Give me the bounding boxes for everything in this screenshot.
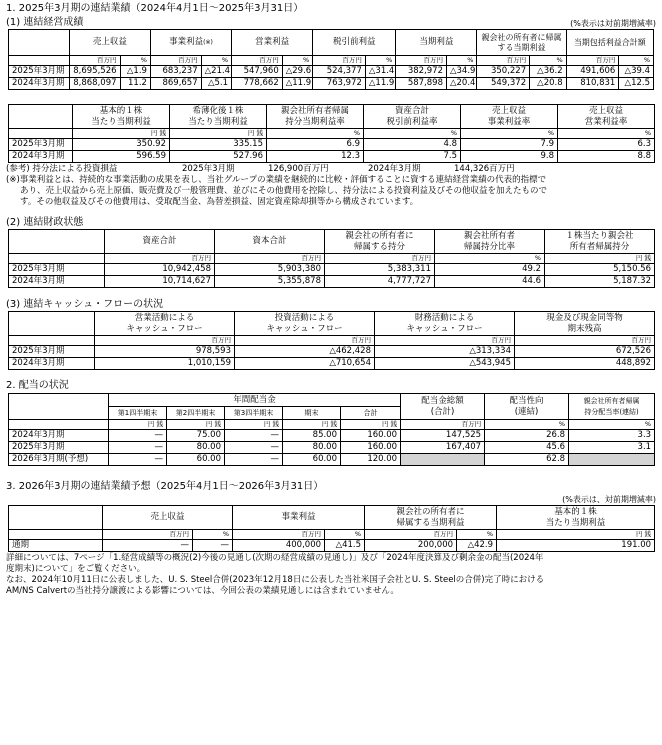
cell: 26.8 (485, 430, 569, 442)
t2-units-row (9, 129, 655, 139)
t4-header-cash-balance: 現金及び現金同等物 期末残高 (515, 312, 655, 336)
cell: 763,972 (313, 78, 366, 90)
t3-header-equity-ratio: 親会社所有者 帰属持分比率 (435, 230, 545, 254)
unit: 円 銭 (341, 420, 401, 430)
cell: 11.2 (120, 78, 150, 90)
ref-2024-label: 2024年3月期 (368, 164, 421, 174)
unit: 円 銭 (283, 420, 341, 430)
t6-corner (9, 506, 103, 530)
t3-corner (9, 230, 105, 254)
cell: 527.96 (170, 151, 267, 163)
t5-corner (9, 394, 109, 420)
dividends-table (8, 393, 655, 466)
cell: 160.00 (341, 442, 401, 454)
cash-flow-title: (3) 連結キャッシュ・フローの状況 (6, 299, 164, 310)
unit: 百万円 (150, 56, 201, 66)
unit: % (201, 56, 231, 66)
unit: % (457, 530, 497, 540)
cell: 400,000 (233, 540, 325, 552)
t3-header-bps: １株当たり親会社 所有者帰属持分 (545, 230, 655, 254)
forecast-footnote-2: 度期末)について」をご覧ください。 (6, 564, 146, 574)
cell: 1,010,159 (95, 358, 235, 370)
cell: 3.1 (569, 442, 655, 454)
cash-flow-table (8, 311, 655, 370)
t6-header-eps: 基本的１株 当たり当期利益 (497, 506, 655, 530)
cell: — (109, 442, 167, 454)
unit: % (364, 129, 461, 139)
cell: △11.9 (282, 78, 312, 90)
unit: 百万円 (95, 336, 235, 346)
t5-header-q3: 第3四半期末 (225, 407, 283, 420)
t1-header-note: (※) (203, 39, 213, 46)
t2-header-roa: 資産合計 税引前利益率 (364, 105, 461, 129)
t2-header-roe: 親会社所有者帰属 持分当期利益率 (267, 105, 364, 129)
unit: 円 銭 (225, 420, 283, 430)
t6-row-full-year (9, 540, 655, 552)
cell: 978,593 (95, 346, 235, 358)
row-label: 2025年3月期 (9, 442, 109, 454)
cell: 10,714,627 (105, 276, 215, 288)
t1-row-2025 (9, 66, 654, 78)
t2-header-business-margin: 売上収益 事業利益率 (461, 105, 558, 129)
cell: 672,526 (515, 346, 655, 358)
cell: 491,606 (566, 66, 619, 78)
cell: 810,831 (566, 78, 619, 90)
cell: 5,383,311 (325, 264, 435, 276)
unit: % (325, 530, 365, 540)
t5-row-2024 (9, 430, 655, 442)
t1-header-net-profit: 当期利益 (396, 30, 477, 56)
t1-units-row (9, 56, 654, 66)
cell: — (193, 540, 233, 552)
unit: 百万円 (401, 420, 485, 430)
t5-header-q2: 第2四半期末 (167, 407, 225, 420)
cell: △29.6 (282, 66, 312, 78)
row-label: 2024年3月期 (9, 430, 109, 442)
t1-header-comprehensive: 当期包括利益合計額 (566, 30, 653, 56)
unit: 百万円 (313, 56, 366, 66)
forecast-footnote-4: AM/NS Calvertの当社持分譲渡による影響については、今回公表の業績見通しには含まれていません。 (6, 586, 399, 596)
t1-header-owner-profit: 親会社の所有者に帰属する当期利益 (477, 30, 566, 56)
t1-header-operating-profit: 営業利益 (232, 30, 313, 56)
cell: 7.9 (461, 139, 558, 151)
cell: 60.00 (283, 454, 341, 466)
unit: 百万円 (235, 336, 375, 346)
cell: 683,237 (150, 66, 201, 78)
unit: % (485, 420, 569, 430)
row-label: 2024年3月期 (9, 358, 95, 370)
unit: % (558, 129, 655, 139)
unit: 円 銭 (167, 420, 225, 430)
t5-header-total: 合計 (341, 407, 401, 420)
t5-header-payout-ratio: 配当性向 (連結) (485, 394, 569, 420)
t5-row-2025 (9, 442, 655, 454)
t4-header-operating-cf: 営業活動による キャッシュ・フロー (95, 312, 235, 336)
cell: 587,898 (396, 78, 447, 90)
financial-position-title: (2) 連結財政状態 (6, 217, 84, 228)
cell: 335.15 (170, 139, 267, 151)
cell: △12.5 (619, 78, 654, 90)
cell: — (225, 442, 283, 454)
ref-2025-label: 2025年3月期 (182, 164, 235, 174)
unit: 百万円 (396, 56, 447, 66)
t2-row-2025 (9, 139, 655, 151)
cell: 596.59 (73, 151, 170, 163)
t3-header-owner-equity: 親会社の所有者に 帰属する持分 (325, 230, 435, 254)
cell: △5.1 (201, 78, 231, 90)
cell: 80.00 (283, 442, 341, 454)
unit: 円 銭 (73, 129, 170, 139)
forecast-pct-note: (%表示は、対前期増減率) (562, 495, 656, 504)
unit: % (365, 56, 395, 66)
cell: 3.3 (569, 430, 655, 442)
t1-row-2024 (9, 78, 654, 90)
t2-header-operating-margin: 売上収益 営業利益率 (558, 105, 655, 129)
row-label: 2024年3月期 (9, 276, 105, 288)
t5-units-row (9, 420, 655, 430)
cell: 350,227 (477, 66, 530, 78)
ref-2024-value: 144,326百万円 (454, 164, 515, 174)
row-label: 2024年3月期 (9, 151, 73, 163)
t6-header-revenue: 売上収益 (103, 506, 233, 530)
t2-header-diluted-eps: 希薄化後１株 当たり当期利益 (170, 105, 267, 129)
cell: 778,662 (232, 78, 283, 90)
unit: 百万円 (215, 254, 325, 264)
t4-header-investing-cf: 投資活動による キャッシュ・フロー (235, 312, 375, 336)
cell: 5,903,380 (215, 264, 325, 276)
unit: 百万円 (477, 56, 530, 66)
row-label: 2026年3月期(予想) (9, 454, 109, 466)
section1-title: 1. 2025年3月期の連結業績（2024年4月1日～2025年3月31日） (6, 3, 304, 14)
t5-row-2026-forecast (9, 454, 655, 466)
unit: 百万円 (375, 336, 515, 346)
unit: % (461, 129, 558, 139)
financial-position-table (8, 229, 655, 288)
cell: 80.00 (167, 442, 225, 454)
section1-sub1-title: (1) 連結経営成績 (6, 17, 84, 28)
unit: 百万円 (515, 336, 655, 346)
t4-row-2025 (9, 346, 655, 358)
unit: % (267, 129, 364, 139)
cell: 62.8 (485, 454, 569, 466)
cell: △42.9 (457, 540, 497, 552)
unit: 百万円 (325, 254, 435, 264)
cell: △34.9 (446, 66, 476, 78)
unit: 百万円 (232, 56, 283, 66)
t5-header-year-end: 期末 (283, 407, 341, 420)
cell: 6.3 (558, 139, 655, 151)
cell: 147,525 (401, 430, 485, 442)
t4-row-2024 (9, 358, 655, 370)
business-profit-note-3: す。その他収益及びその他費用は、受取配当金、為替差損益、固定資産除却損等から構成されています。 (20, 197, 419, 207)
cell: △543,945 (375, 358, 515, 370)
ref-label: (参考) 持分法による投資損益 (6, 164, 118, 174)
section1-sub-header (6, 16, 656, 29)
t5-header-total-dividends: 配当金総額 (合計) (401, 394, 485, 420)
row-label: 2025年3月期 (9, 66, 70, 78)
cell: 200,000 (365, 540, 457, 552)
unit: 円 銭 (545, 254, 655, 264)
t1-header-pretax-profit: 税引前利益 (313, 30, 396, 56)
row-label: 2025年3月期 (9, 264, 105, 276)
equity-method-reference (6, 164, 656, 175)
cell: 12.3 (267, 151, 364, 163)
cell: 5,150.56 (545, 264, 655, 276)
unit: 円 銭 (170, 129, 267, 139)
cell: 75.00 (167, 430, 225, 442)
cell: — (225, 430, 283, 442)
t2-header-basic-eps: 基本的１株 当たり当期利益 (73, 105, 170, 129)
cell: — (109, 430, 167, 442)
cell: 44.6 (435, 276, 545, 288)
cell: — (109, 454, 167, 466)
cell: 9.8 (461, 151, 558, 163)
cell: 549,372 (477, 78, 530, 90)
cell: 350.92 (73, 139, 170, 151)
forecast-table (8, 505, 655, 552)
cell: △462,428 (235, 346, 375, 358)
t3-row-2024 (9, 276, 655, 288)
t3-row-2025 (9, 264, 655, 276)
t3-header-total-assets: 資産合計 (105, 230, 215, 254)
cell: 60.00 (167, 454, 225, 466)
cell: 191.00 (497, 540, 655, 552)
cell: 10,942,458 (105, 264, 215, 276)
unit: % (446, 56, 476, 66)
unit: % (120, 56, 150, 66)
unit: 円 銭 (109, 420, 167, 430)
t4-units-row (9, 336, 655, 346)
unit: % (569, 420, 655, 430)
cell: △39.4 (619, 66, 654, 78)
unit: 円 銭 (497, 530, 655, 540)
unit: % (435, 254, 545, 264)
unit: % (619, 56, 654, 66)
t6-header-owner-profit: 親会社の所有者に 帰属する当期利益 (365, 506, 497, 530)
cell: 382,972 (396, 66, 447, 78)
forecast-title: 3. 2026年3月期の連結業績予想（2025年4月1日～2026年3月31日） (6, 481, 324, 492)
forecast-footnote-3: なお、2024年10月11日に公表しました、U. S. Steel合併(2023年12月18日に公表した当社米国子会社とU. S. Steelの合併)完了時における (6, 575, 545, 585)
cell: △20.8 (530, 78, 567, 90)
t5-group-header: 年間配当金 (109, 394, 401, 407)
unit: % (282, 56, 312, 66)
row-label: 通期 (9, 540, 103, 552)
ref-2025-value: 126,900百万円 (268, 164, 329, 174)
unit: 百万円 (233, 530, 325, 540)
row-label: 2025年3月期 (9, 139, 73, 151)
t3-header-total-equity: 資本合計 (215, 230, 325, 254)
cell: 8.8 (558, 151, 655, 163)
t1-corner (9, 30, 70, 56)
cell: 120.00 (341, 454, 401, 466)
unit: 百万円 (566, 56, 619, 66)
unit: 百万円 (105, 254, 215, 264)
cell: 4.8 (364, 139, 461, 151)
unit: 百万円 (69, 56, 120, 66)
cell: △11.9 (365, 78, 395, 90)
cell: 448,892 (515, 358, 655, 370)
business-profit-note-2: あり、売上収益から売上原価、販売費及び一般管理費、並びにその他費用を控除し、持分法による投資利益及びその他収益を加えたもので (20, 186, 548, 196)
row-label: 2024年3月期 (9, 78, 70, 90)
t6-units-row (9, 530, 655, 540)
dividends-title: 2. 配当の状況 (6, 380, 69, 391)
cell: 45.6 (485, 442, 569, 454)
cell: △20.4 (446, 78, 476, 90)
unit: % (530, 56, 567, 66)
unit: % (193, 530, 233, 540)
t5-header-q1: 第1四半期末 (109, 407, 167, 420)
cell: 167,407 (401, 442, 485, 454)
cell: 5,187.32 (545, 276, 655, 288)
row-label: 2025年3月期 (9, 346, 95, 358)
cell: 8,868,097 (69, 78, 120, 90)
cell: △710,654 (235, 358, 375, 370)
cell: 85.00 (283, 430, 341, 442)
cell: △36.2 (530, 66, 567, 78)
cell: 4,777,727 (325, 276, 435, 288)
cell: 7.5 (364, 151, 461, 163)
cell: 547,960 (232, 66, 283, 78)
cell: 6.9 (267, 139, 364, 151)
pct-note: (%表示は対前期増減率) (570, 19, 656, 28)
t2-row-2024 (9, 151, 655, 163)
cell: △31.4 (365, 66, 395, 78)
t1-header-business-profit: 事業利益(※) (150, 30, 231, 56)
unit: 百万円 (103, 530, 193, 540)
cell: △313,334 (375, 346, 515, 358)
cell: 160.00 (341, 430, 401, 442)
cell: △21.4 (201, 66, 231, 78)
cell: 869,657 (150, 78, 201, 90)
cell: 5,355,878 (215, 276, 325, 288)
cell: 8,695,526 (69, 66, 120, 78)
cell: △1.9 (120, 66, 150, 78)
t6-header-business-profit: 事業利益 (233, 506, 365, 530)
t2-corner (9, 105, 73, 129)
cell: — (103, 540, 193, 552)
cell: △41.5 (325, 540, 365, 552)
operating-results-table (8, 29, 654, 90)
t3-units-row (9, 254, 655, 264)
t4-header-financing-cf: 財務活動による キャッシュ・フロー (375, 312, 515, 336)
cell: — (225, 454, 283, 466)
t5-header-doe: 親会社所有者帰属 持分配当率(連結) (569, 394, 655, 420)
t4-corner (9, 312, 95, 336)
cell-shaded (401, 454, 485, 466)
unit: 百万円 (365, 530, 457, 540)
cell: 49.2 (435, 264, 545, 276)
ratios-table (8, 104, 655, 163)
business-profit-note-1: (※)事業利益とは、持続的な事業活動の成果を表し、当社グループの業績を継続的に比較・評価することに資する連結経営業績の代表的指標で (6, 175, 547, 185)
cell-shaded (569, 454, 655, 466)
cell: 524,377 (313, 66, 366, 78)
forecast-footnote-1: 詳細については、7ページ「1.経営成績等の概況(2)今後の見通し(次期の経営成績の見通し)」及び「2024年度決算及び剰余金の配当(2024年 (6, 553, 544, 563)
t1-header-revenue: 売上収益 (69, 30, 150, 56)
